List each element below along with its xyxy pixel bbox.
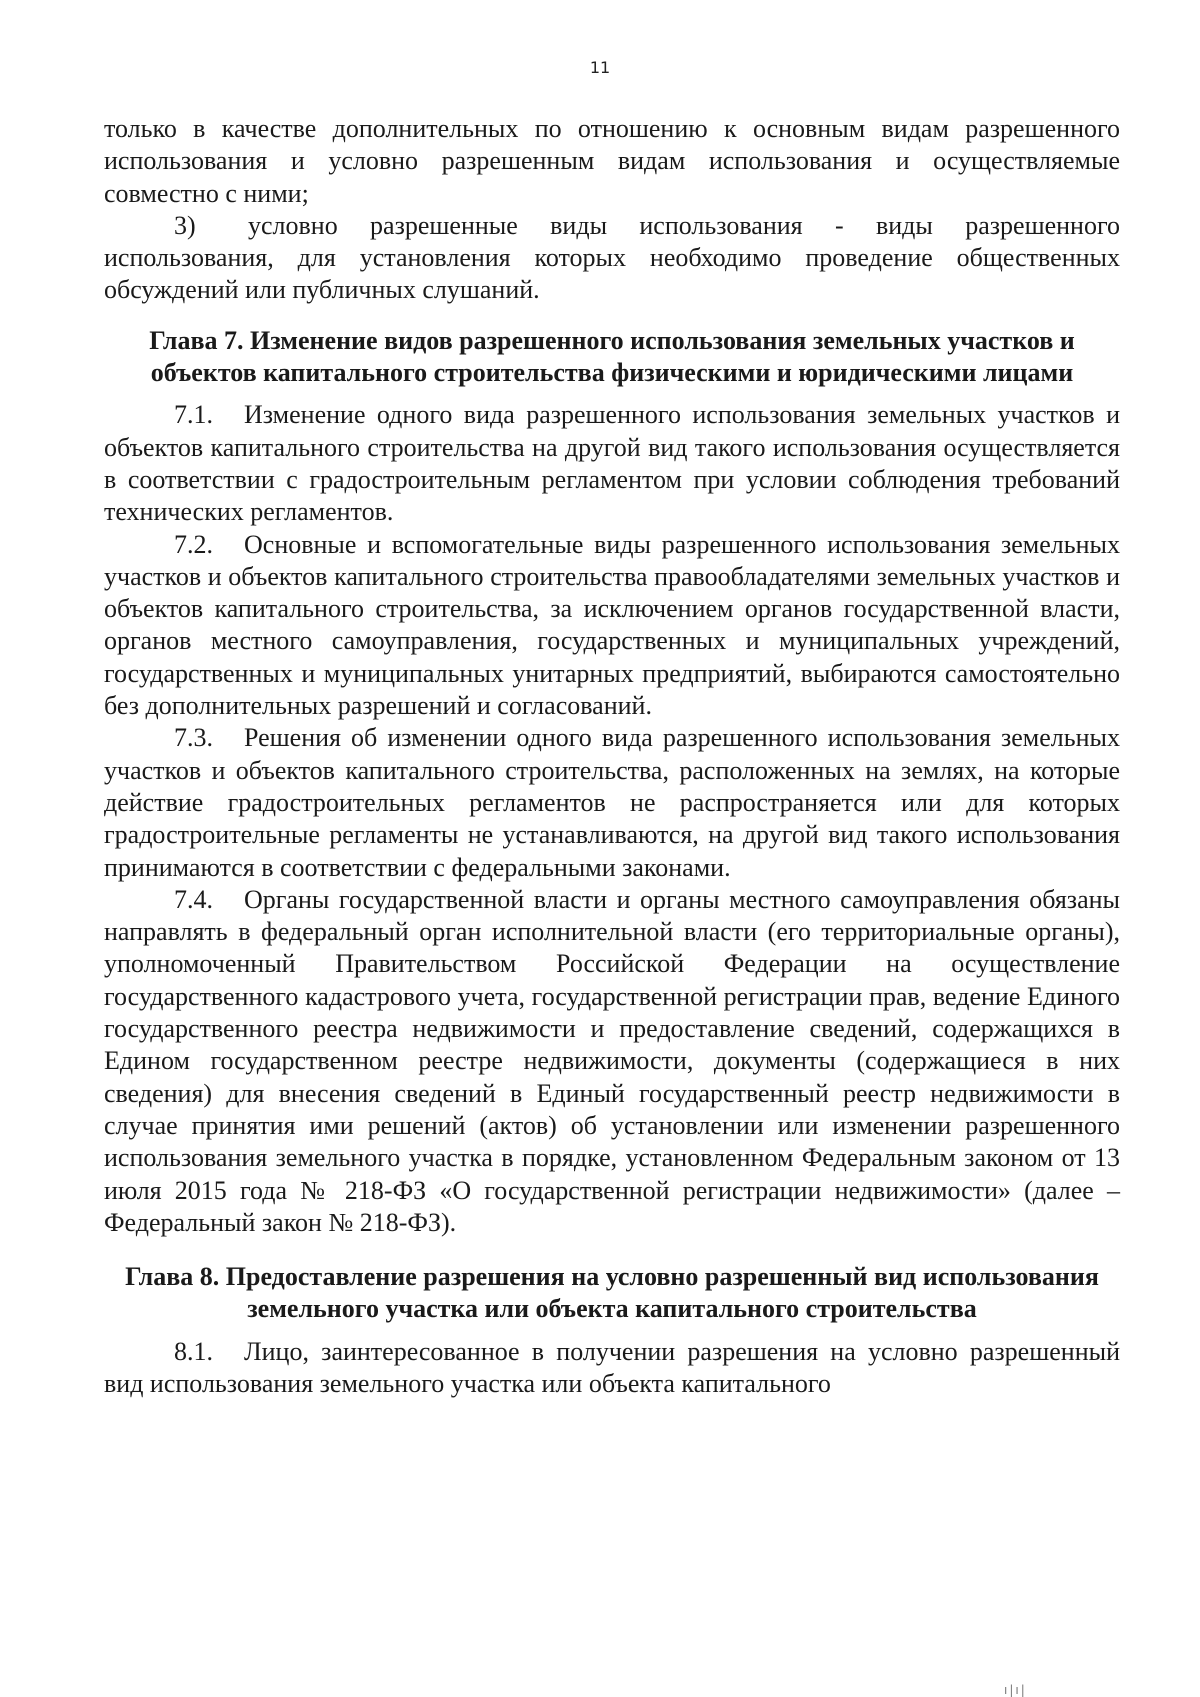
- chapter-8-heading: Глава 8. Предоставление разрешения на условно разрешенный вид использования земельного участка или объекта капитального строительства: [125, 1262, 1099, 1324]
- page-number: 11: [589, 58, 611, 77]
- paragraph-text: условно разрешенные виды использования - виды разрешенного использования, для установления которых необходимо проведение общественных обсуждений или публичных слушаний.: [104, 210, 1120, 305]
- paragraph-number: 3): [174, 210, 196, 240]
- paragraph-number: 7.4.: [174, 884, 213, 914]
- paragraph-number: 7.2.: [174, 529, 213, 559]
- paragraph-8-1: [104, 1336, 1120, 1401]
- paragraph-7-3: [104, 722, 1120, 883]
- paragraph-number: 8.1.: [174, 1336, 213, 1366]
- paragraph-text: только в качестве дополнительных по отношению к основным видам разрешенного использования и условно разрешенным видам использования и осуществляемые совместно с ними;: [104, 114, 1120, 208]
- paragraph-7-2: [104, 529, 1120, 723]
- paragraph-text: Основные и вспомогательные виды разрешенного использования земельных участков и объектов капитального строительства правообладателями земельных участков и объектов капитального строительства, за исключением органов государственной власти, органов местного самоуправления, государственных и муниципальных учреждений, государственных и муниципальных унитарных предприятий, выбираются самостоятельно без дополнительных разрешений и согласований.: [104, 529, 1120, 721]
- chapter-7-heading: Глава 7. Изменение видов разрешенного использования земельных участков и объектов капитального строительства физическими и юридическими лицами: [149, 325, 1075, 388]
- paragraph-number: 7.1.: [174, 400, 213, 430]
- paragraph-continuation: [104, 113, 1120, 210]
- paragraph-7-4: [104, 884, 1120, 1239]
- scan-artifact: ı|ı|: [1004, 1683, 1027, 1697]
- paragraph-text: Решения об изменении одного вида разрешенного использования земельных участков и объектов капитального строительства, расположенных на землях, на которые действие градостроительных регламентов не распространяется или для которых градостроительные регламенты не устанавливаются, на другой вид такого использования принимаются в соответствии с федеральными законами.: [104, 723, 1120, 882]
- paragraph-text: Лицо, заинтересованное в получении разрешения на условно разрешенный вид использования земельного участка или объекта капитального: [104, 1336, 1120, 1398]
- paragraph-number: 7.3.: [174, 723, 213, 753]
- paragraph-7-1: [104, 399, 1120, 528]
- paragraph-text: Органы государственной власти и органы местного самоуправления обязаны направлять в федеральный орган исполнительной власти (его территориальные органы), уполномоченный Правительством Российской Федерации на осуществление государственного кадастрового учета, государственной регистрации прав, ведение Единого государственного реестра недвижимости и предоставление сведений, содержащихся в Едином государственном реестре недвижимости, документы (содержащиеся в них сведения) для внесения сведений в Единый государственный реестр недвижимости в случае принятия ими решений (актов) об установлении или изменении разрешенного использования земельного участка в порядке, установленном Федеральным законом от 13 июля 2015 года № 218-ФЗ «О государственной регистрации недвижимости» (далее – Федеральный закон № 218-ФЗ).: [104, 884, 1120, 1237]
- document-body: [104, 113, 1120, 1400]
- paragraph-text: Изменение одного вида разрешенного использования земельных участков и объектов капитального строительства на другой вид такого использования осуществляется в соответствии с градостроительным регламентом при условии соблюдения требований технических регламентов.: [104, 400, 1120, 527]
- paragraph-item-3: [104, 210, 1120, 307]
